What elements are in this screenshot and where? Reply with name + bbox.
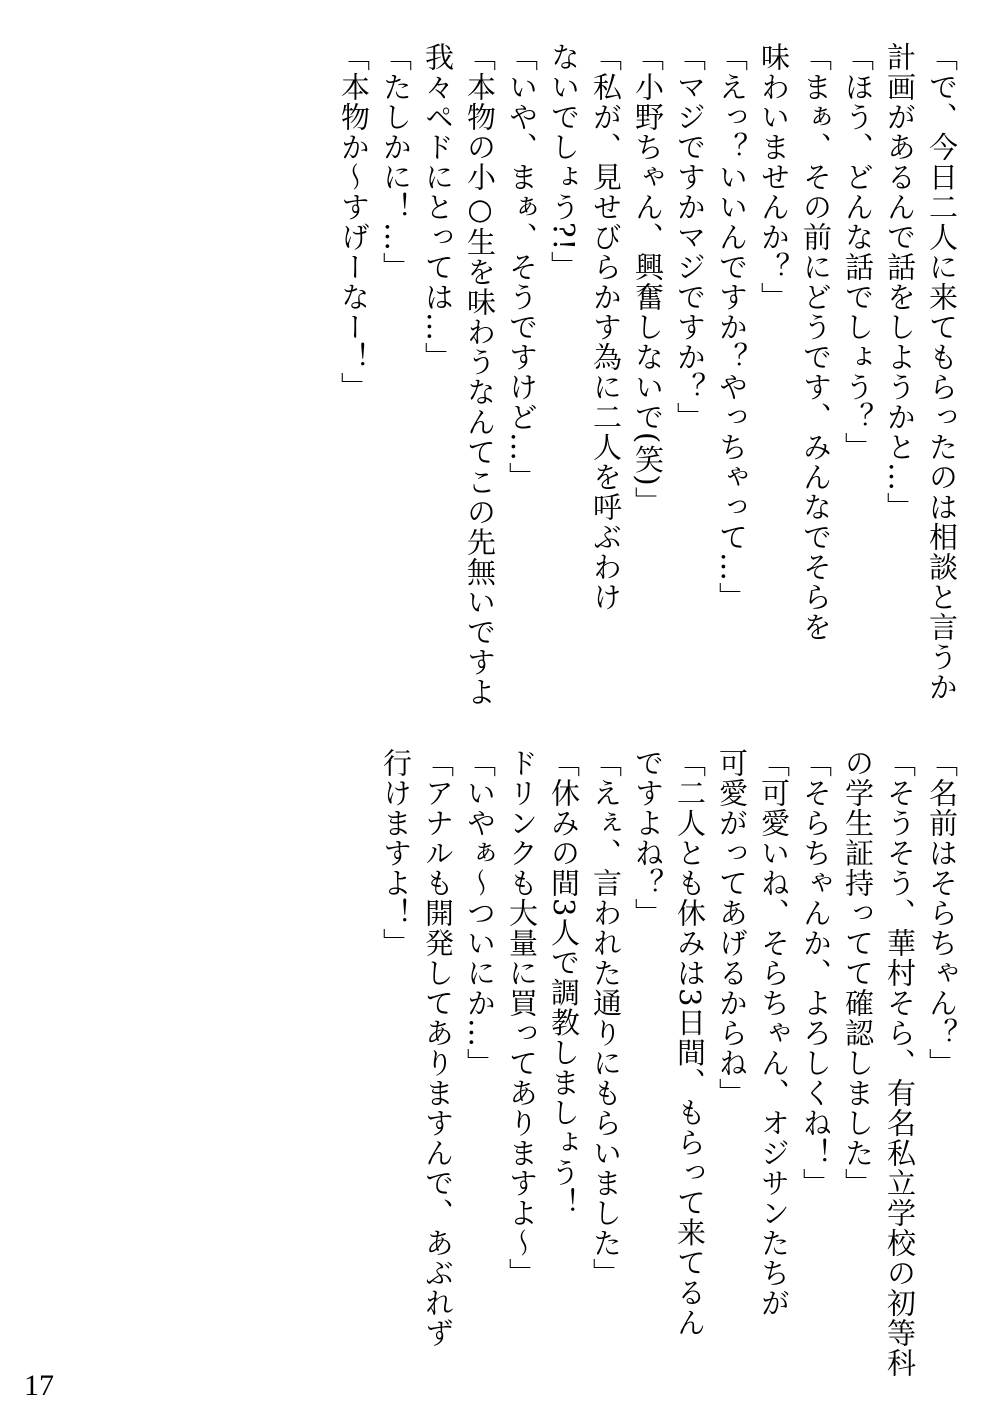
dialogue-line: 「そうそう、華村そら、有名私立学校の初等科 <box>883 748 917 1378</box>
dialogue-line: 「まぁ、その前にどうです、みんなでそらを <box>799 42 833 642</box>
dialogue-line: 「マジですかマジですか？」 <box>673 42 707 432</box>
dialogue-line: 「本物の小○生を味わうなんてこの先無いですよ <box>463 42 497 707</box>
dialogue-line: 「名前はそらちゃん？」 <box>925 748 959 1078</box>
dialogue-line: 計画があるんで話をしようかと…」 <box>883 42 917 522</box>
dialogue-block-bottom <box>40 748 960 1378</box>
dialogue-line: 「いや、まぁ、そうですけど…」 <box>505 42 539 492</box>
dialogue-line: 「ほう、どんな話でしょう？」 <box>841 42 875 462</box>
dialogue-line: の学生証持ってて確認しました」 <box>841 748 875 1198</box>
dialogue-line: ないでしょう?!」 <box>547 42 581 282</box>
page-number: 17 <box>24 1369 54 1402</box>
dialogue-line: 「で、今日二人に来てもらったのは相談と言うか <box>925 42 959 702</box>
dialogue-line: 「可愛いね、そらちゃん、オジサンたちが <box>757 748 791 1318</box>
dialogue-line: 「いやぁ～ついにか…」 <box>463 748 497 1078</box>
dialogue-line: 「私が、見せびらかす為に二人を呼ぶわけ <box>589 42 623 612</box>
dialogue-line: 「本物か～すげーなー！」 <box>337 42 371 402</box>
dialogue-line: 「えぇ、言われた通りにもらいました」 <box>589 748 623 1288</box>
dialogue-line: 「休みの間3人で調教しましょう！ <box>547 748 581 1218</box>
dialogue-line: ドリンクも大量に買ってありますよ～」 <box>505 748 539 1288</box>
dialogue-line: 「そらちゃんか、よろしくね！」 <box>799 748 833 1198</box>
dialogue-line: 味わいませんか？」 <box>757 42 791 312</box>
dialogue-line: 「小野ちゃん、興奮しないで(笑)」 <box>631 42 665 517</box>
dialogue-block-top <box>40 42 960 707</box>
dialogue-line: ですよね？」 <box>631 748 665 928</box>
dialogue-line: 我々ペドにとっては…」 <box>421 42 455 372</box>
dialogue-line: 可愛がってあげるからね」 <box>715 748 749 1108</box>
dialogue-line: 行けますよ！」 <box>379 748 413 958</box>
dialogue-line: 「アナルも開発してありますんで、あぶれず <box>421 748 455 1348</box>
dialogue-line: 「えっ？いいんですか？やっちゃって…」 <box>715 42 749 612</box>
dialogue-line: 「二人とも休みは3日間、もらって来てるん <box>673 748 707 1338</box>
dialogue-line: 「たしかに！…」 <box>379 42 413 282</box>
